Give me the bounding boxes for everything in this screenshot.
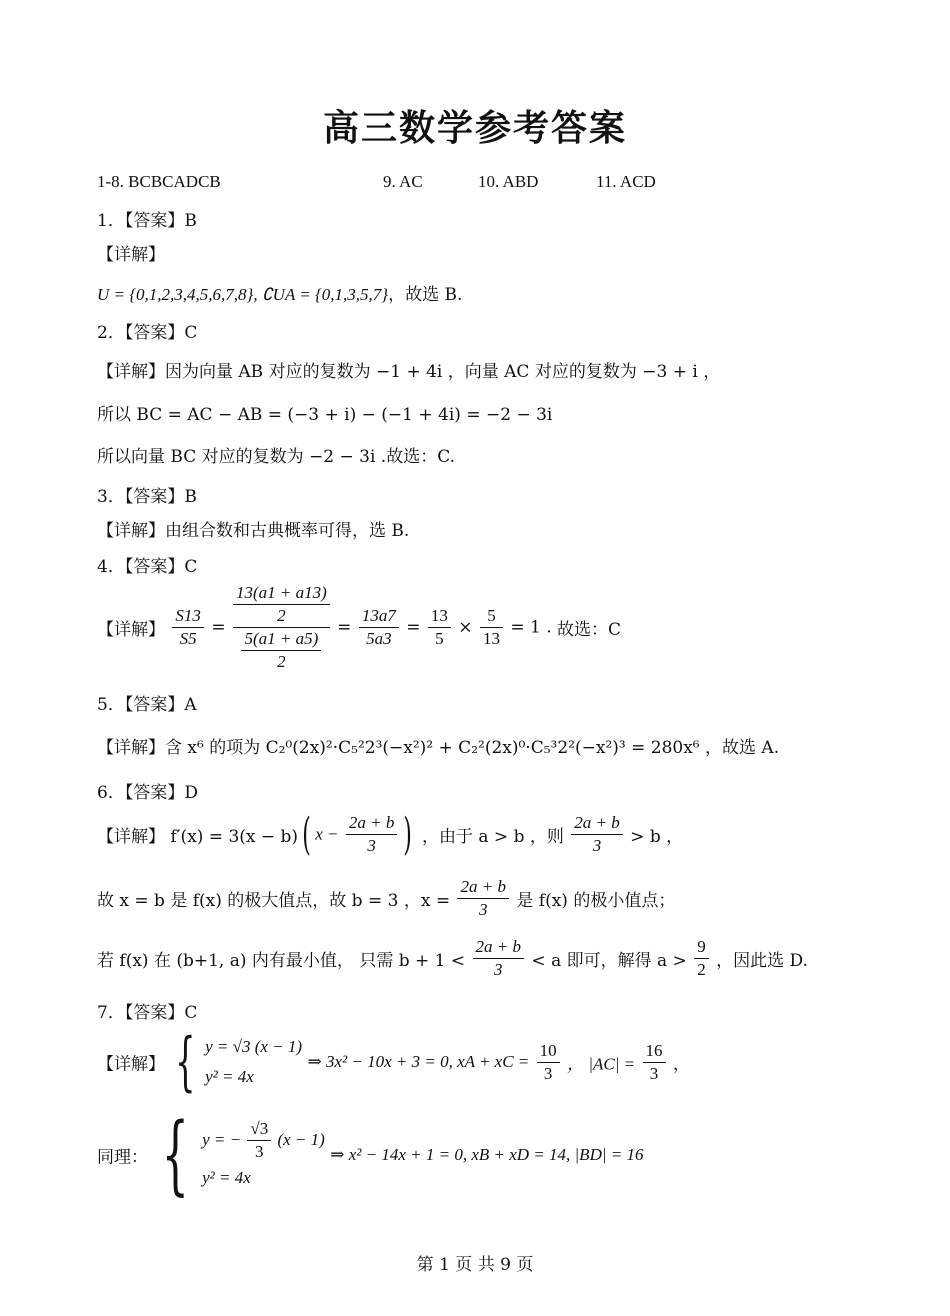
q6-frac2-den: 3 (592, 836, 602, 855)
q5-line1: 【详解】含 x⁶ 的项为 C₂⁰(2x)²·C₅²2³(−x²)² + C₂²(2x)⁰·C₅³2²(−x²)³ = 280x⁶ ，故选 A. (97, 738, 780, 758)
q7-sys2-eq1 (202, 1117, 325, 1164)
q7-line1 (97, 1025, 690, 1099)
q6-line2 (97, 876, 675, 921)
q4-f2-num: 13a7 (359, 605, 399, 628)
q5-answer: 5．【答案】A (97, 695, 197, 715)
q6-frac4-den: 3 (494, 960, 503, 979)
q4-tail: 故选：C (557, 620, 622, 640)
q7-brace-1: { (175, 1025, 196, 1099)
q6-line1: 【详解】 f′(x) = 3(x − b)( x − $\frac{2a + b}{3}$ ) ，由于 a > b ，则 $\frac{2a + b}{3}$ > b ， (97, 808, 684, 860)
summary-11: 11. ACD (596, 172, 656, 191)
q7-line2 (97, 1105, 644, 1205)
q7-l1-mid2: ， |AC| = (567, 1054, 636, 1074)
q6-fraction-2 (571, 812, 622, 857)
q4-big-fraction (233, 582, 330, 673)
q4-f3-den: 5 (435, 629, 444, 648)
q7-system-2 (202, 1117, 325, 1194)
q7-f2-den: 3 (649, 1063, 659, 1083)
q6-l1-b: ，由于 a > b ，则 (421, 827, 564, 847)
q4-big-den-den: 2 (277, 652, 286, 671)
q4-big-num: 13(a1 + a13) (233, 582, 330, 605)
q2-line1: 【详解】因为向量 AB 对应的复数为 −1 + 4i ，向量 AC 对应的复数为 −3 + i ， (97, 362, 721, 382)
q6-l3-b: < a 即可，解得 a > (531, 951, 687, 971)
q7-fraction-1 (537, 1040, 560, 1085)
q6-fraction-1 (346, 812, 397, 857)
q7-sys1-eq1: y = √3 (x − 1) (205, 1037, 303, 1056)
q2-line3: 所以向量 BC 对应的复数为 −2 − 3i .故选：C. (97, 447, 456, 467)
q7-label2: 同理： (97, 1147, 148, 1168)
q6-l3-c: ，因此选 D. (716, 951, 808, 971)
q4-label: 【详解】 (97, 620, 165, 640)
q2-answer: 2．【答案】C (97, 323, 198, 343)
q4-f4-num: 5 (480, 605, 503, 628)
q6-frac4-num: 2a + b (473, 936, 524, 959)
q7-sys2-fraction (247, 1118, 271, 1163)
answer-summary (0, 172, 950, 196)
q1-answer: 1．【答案】B (97, 211, 197, 231)
q3-answer: 3．【答案】B (97, 487, 197, 507)
q6-frac3-den: 3 (478, 900, 488, 919)
q6-l1-c: > b ， (630, 827, 684, 847)
q7-sys1-eq2: y² = 4x (205, 1067, 254, 1086)
q7-f1-num: 10 (537, 1040, 560, 1063)
q4-f4-den: 13 (482, 629, 500, 648)
q7-l2-mid: ⇒ x² − 14x + 1 = 0, xB + xD = 14, |BD| = 16 (330, 1145, 644, 1164)
q3-line1: 【详解】由组合数和古典概率可得，选 B. (97, 521, 410, 541)
q6-l2-a: 故 x = b 是 f(x) 的极大值点，故 b = 3 ，x = (97, 891, 451, 911)
q7-label: 【详解】 (97, 1054, 165, 1075)
q7-sys2-post: (x − 1) (277, 1129, 325, 1149)
q1-detail-label: 【详解】 (97, 245, 165, 265)
q4-big-den: 5(a1 + a5) (241, 628, 321, 651)
q2-line2: 所以 BC = AC − AB = (−3 + i) − (−1 + 4i) = −2 − 3i (97, 405, 553, 425)
q4-fraction-2 (359, 605, 399, 650)
q4-f2-den: 5a3 (366, 629, 392, 648)
q1-formula: U = {0,1,2,3,4,5,6,7,8}, ∁UA = {0,1,3,5,7} (97, 285, 389, 304)
q6-answer: 6．【答案】D (97, 783, 198, 803)
q1-tail: ，故选 B. (388, 285, 463, 305)
q7-f1-den: 3 (543, 1063, 553, 1083)
q7-f2-num: 16 (643, 1040, 666, 1063)
q7-sys2-eq2: y² = 4x (202, 1168, 251, 1188)
q7-fraction-2 (643, 1040, 666, 1085)
q6-frac3-num: 2a + b (457, 876, 508, 899)
summary-10: 10. ABD (478, 172, 539, 191)
q7-l1-end: ， (672, 1054, 690, 1075)
q6-frac5-den: 2 (697, 960, 706, 979)
q6-l3-a: 若 f(x) 在 (b+1, a) 内有最小值， 只需 b + 1 < (97, 951, 466, 971)
q6-frac2-num: 2a + b (571, 812, 622, 835)
q4-fraction-3 (428, 605, 451, 650)
q1-solution (97, 280, 462, 305)
q6-fraction-5 (694, 936, 709, 981)
q6-fraction-4 (473, 936, 524, 981)
q4-fraction-4 (480, 605, 503, 650)
q6-l2-b: 是 f(x) 的极小值点； (516, 891, 676, 911)
q4-solution: 【详解】 $\frac{S13}{S5}$ = $\frac{\frac{13(a1 + a13)}{2}}{\frac{5(a1 + a5)}{2}}$ = $\frac{13a7}{5a3}$ = $\frac{13}{5}$ × $\frac{5}{13}$ = 1 . 故选：C (97, 583, 622, 671)
q4-big-num-den: 2 (277, 606, 286, 625)
q4-lhs-num: S13 (172, 605, 204, 628)
q6-frac1-den: 3 (367, 836, 376, 855)
q4-result: = 1 . (510, 617, 552, 638)
q4-lhs-fraction (172, 605, 204, 650)
q6-right-paren: ) (403, 808, 413, 860)
q7-system-1 (205, 1032, 302, 1092)
q4-lhs-den: S5 (179, 629, 197, 648)
page-footer: 第 1 页 共 9 页 (416, 1255, 534, 1275)
q7-sys2-pre: y = − (202, 1129, 242, 1149)
q7-l1-mid: ⇒ 3x² − 10x + 3 = 0, xA + xC = (307, 1052, 530, 1071)
summary-1-8: 1-8. BCBCADCB (97, 172, 221, 191)
summary-9: 9. AC (383, 172, 423, 191)
q6-line3 (97, 936, 808, 981)
q6-l1-a: 【详解】 f′(x) = 3(x − b) (97, 827, 299, 847)
q6-fraction-3 (457, 876, 508, 921)
q7-brace-2: { (161, 1105, 190, 1205)
q4-f3-num: 13 (428, 605, 451, 628)
q6-left-paren: ( (302, 808, 311, 860)
q4-big-denominator (233, 628, 330, 673)
page-title: 高三数学参考答案 (322, 108, 627, 149)
q6-frac5-num: 9 (694, 936, 709, 959)
q7-sys2-num: √3 (247, 1118, 271, 1141)
q4-big-numerator (233, 582, 330, 628)
q6-frac1-num: 2a + b (346, 812, 397, 835)
q7-sys2-den: 3 (255, 1142, 264, 1162)
q7-answer: 7．【答案】C (97, 1003, 198, 1023)
q4-answer: 4．【答案】C (97, 557, 198, 577)
